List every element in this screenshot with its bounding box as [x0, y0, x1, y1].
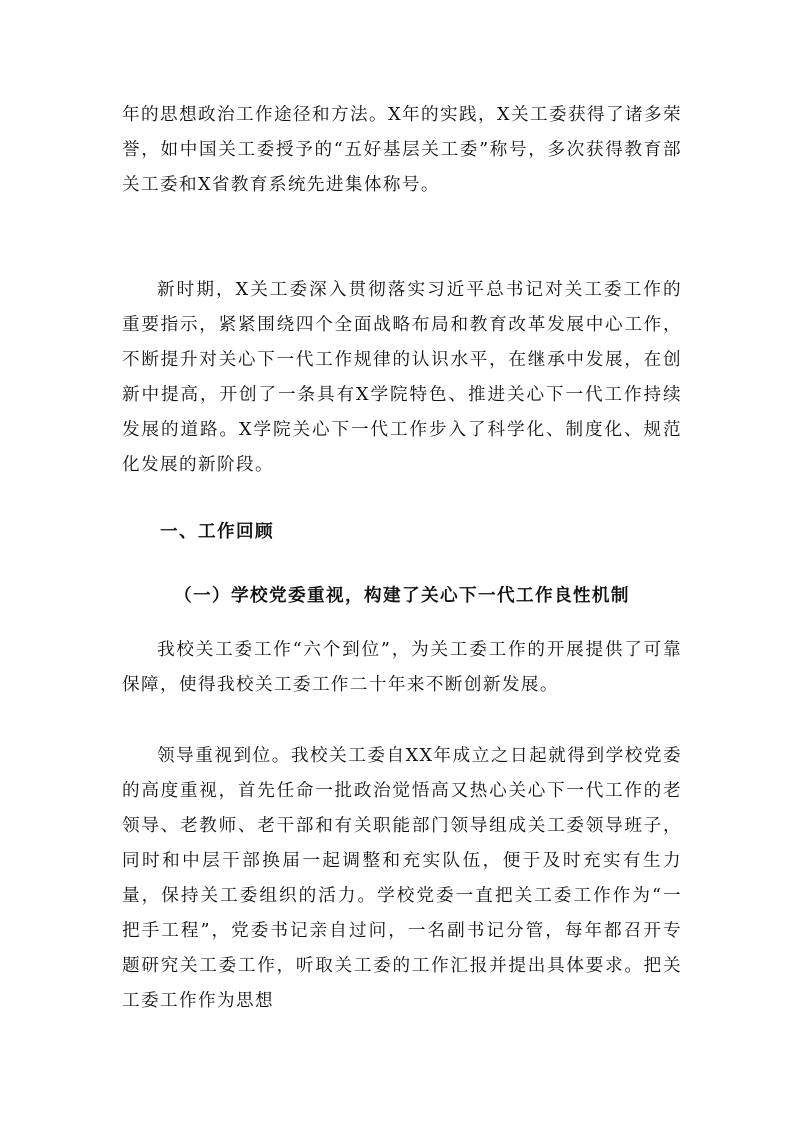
section-heading: 一、工作回顾 [160, 521, 274, 542]
body-paragraph: 领导重视到位。我校关工委自XX年成立之日起就得到学校党委的高度重视，首先任命一批政治觉悟高又热心关心下一代工作的老领导、老教师、老干部和有关职能部门领导组成关工委领导班子，同时和中层干部换届一起调整和充实队伍，便于及时充实有生力量，保持关工委组织的活力。学校党委一直把关工委工作作为“一把手工程”，党委书记亲自过问，一名副书记分管，每年都召开专题研究关工委工作，听取关工委的工作汇报并提出具体要求。把关工委工作作为思想 [122, 746, 682, 1011]
subsection-heading: （一）学校党委重视，构建了关心下一代工作良性机制 [174, 585, 630, 606]
body-paragraph: 年的思想政治工作途径和方法。X年的实践，X关工委获得了诸多荣誉，如中国关工委授予的“五好基层关工委”称号，多次获得教育部关工委和X省教育系统先进集体称号。 [122, 105, 682, 195]
body-paragraph: 新时期，X关工委深入贯彻落实习近平总书记对关工委工作的重要指示，紧紧围绕四个全面战略布局和教育改革发展中心工作，不断提升对关心下一代工作规律的认识水平，在继承中发展，在创新中提高，开创了一条具有X学院特色、推进关心下一代工作持续发展的道路。X学院关心下一代工作步入了科学化、制度化、规范化发展的新阶段。 [122, 280, 682, 475]
body-paragraph: 我校关工委工作“六个到位”，为关工委工作的开展提供了可靠保障，使得我校关工委工作二十年来不断创新发展。 [122, 640, 682, 695]
